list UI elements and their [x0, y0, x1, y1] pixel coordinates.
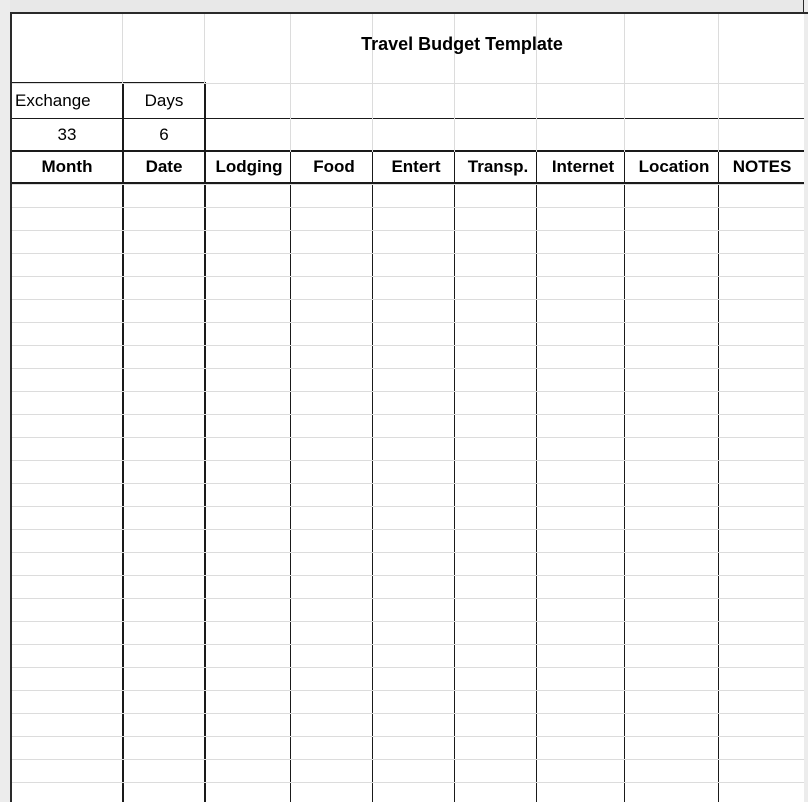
gridline-horizontal: [12, 460, 804, 461]
gridline-horizontal: [12, 621, 804, 622]
gridline-vertical: [204, 14, 205, 84]
sheet-frame-left: [0, 0, 10, 802]
gridline-horizontal: [12, 207, 804, 208]
gridline-horizontal: [12, 391, 804, 392]
gridline-horizontal: [12, 322, 804, 323]
gridline-horizontal: [12, 759, 804, 760]
gridline-horizontal: [12, 345, 804, 346]
gridline-horizontal: [12, 782, 804, 783]
gridline-horizontal: [12, 506, 804, 507]
gridline-horizontal: [12, 690, 804, 691]
gridline-horizontal: [12, 667, 804, 668]
column-header-notes[interactable]: NOTES: [732, 157, 792, 176]
gridline-horizontal: [12, 552, 804, 553]
gridline-horizontal: [12, 299, 804, 300]
sheet-right-tick: [803, 0, 804, 14]
sheet-frame-right: [804, 0, 808, 802]
column-header-transp[interactable]: Transp.: [467, 157, 529, 176]
gridline-horizontal: [12, 368, 804, 369]
gridline-horizontal: [12, 598, 804, 599]
column-header-month[interactable]: Month: [41, 157, 93, 176]
sheet-title: Travel Budget Template: [361, 33, 563, 54]
column-header-date[interactable]: Date: [145, 157, 183, 176]
border-line: [204, 82, 206, 802]
column-header-location[interactable]: Location: [638, 157, 710, 176]
gridline-horizontal: [12, 184, 804, 185]
border-line: [718, 152, 719, 802]
gridline-horizontal: [12, 230, 804, 231]
border-line: [536, 152, 537, 802]
column-header-internet[interactable]: Internet: [551, 157, 615, 176]
gridline-vertical: [122, 14, 123, 84]
border-line: [454, 152, 455, 802]
gridline-horizontal: [12, 736, 804, 737]
border-line: [122, 82, 124, 802]
gridline-horizontal: [12, 575, 804, 576]
gridline-horizontal: [12, 276, 804, 277]
gridline-horizontal: [12, 713, 804, 714]
border-line: [624, 152, 625, 802]
gridline-horizontal: [12, 253, 804, 254]
days-label[interactable]: Days: [144, 91, 184, 110]
sheet-frame-top: [0, 0, 808, 12]
border-line: [372, 152, 373, 802]
column-header-entert[interactable]: Entert: [391, 157, 441, 176]
gridline-horizontal: [12, 414, 804, 415]
days-value[interactable]: 6: [159, 125, 169, 144]
border-line: [290, 152, 291, 802]
column-header-lodging[interactable]: Lodging: [215, 157, 283, 176]
gridline-horizontal: [12, 644, 804, 645]
spreadsheet-grid[interactable]: [12, 14, 804, 802]
border-line: [12, 118, 804, 119]
gridline-horizontal: [12, 437, 804, 438]
exchange-label[interactable]: Exchange: [15, 91, 91, 110]
gridline-horizontal: [12, 529, 804, 530]
column-header-food[interactable]: Food: [313, 157, 355, 176]
gridline-horizontal: [12, 483, 804, 484]
exchange-value[interactable]: 33: [57, 125, 77, 144]
